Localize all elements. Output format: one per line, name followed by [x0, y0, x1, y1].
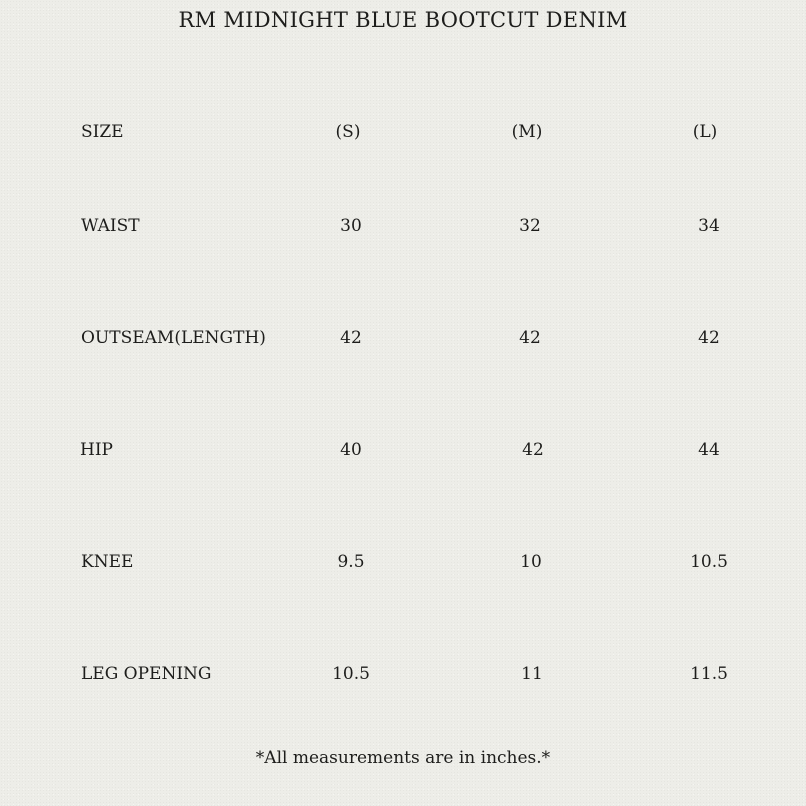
hip-medium-value: 42 — [522, 440, 544, 460]
knee-medium-value: 10 — [520, 552, 542, 572]
hip-large-value: 44 — [698, 440, 720, 460]
waist-small-value: 30 — [340, 216, 362, 236]
leg-opening-large-value: 11.5 — [690, 664, 728, 684]
measurement-note: *All measurements are in inches.* — [255, 748, 551, 768]
row-label-knee: KNEE — [81, 552, 134, 572]
page-title: RM MIDNIGHT BLUE BOOTCUT DENIM — [178, 8, 628, 32]
leg-opening-small-value: 10.5 — [332, 664, 370, 684]
size-header-label: SIZE — [81, 122, 124, 142]
waist-large-value: 34 — [698, 216, 720, 236]
outseam-small-value: 42 — [340, 328, 362, 348]
knee-large-value: 10.5 — [690, 552, 728, 572]
row-label-outseam: OUTSEAM(LENGTH) — [81, 328, 266, 348]
outseam-large-value: 42 — [698, 328, 720, 348]
row-label-leg-opening: LEG OPENING — [81, 664, 212, 684]
row-label-waist: WAIST — [81, 216, 140, 236]
outseam-medium-value: 42 — [519, 328, 541, 348]
size-header-small: (S) — [335, 122, 361, 142]
row-label-hip: HIP — [80, 440, 113, 460]
hip-small-value: 40 — [340, 440, 362, 460]
size-header-medium: (M) — [511, 122, 543, 142]
leg-opening-medium-value: 11 — [521, 664, 543, 684]
waist-medium-value: 32 — [519, 216, 541, 236]
size-header-large: (L) — [692, 122, 718, 142]
knee-small-value: 9.5 — [337, 552, 365, 572]
